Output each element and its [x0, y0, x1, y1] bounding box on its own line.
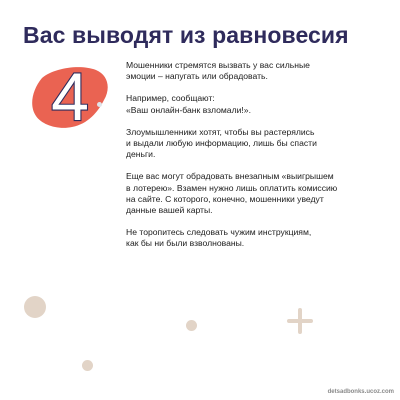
watermark: detsadbonks.ucoz.com [327, 389, 394, 395]
plus-icon [287, 308, 313, 334]
decor-dot-bottom [82, 360, 93, 371]
paragraph-emotions: Мошенники стремятся вызвать у вас сильные эмоции – напугать или обрадовать. [126, 60, 310, 82]
decor-dot-medium [186, 320, 197, 331]
paragraph-confusion: Злоумышленники хотят, чтобы вы растерялись и выдали любую информацию, лишь бы спасти деньги. [126, 126, 317, 160]
paragraph-lottery: Еще вас могут обрадовать внезапным «выигрышем в лотерею». Взамен нужно лишь оплатить комиссию на сайте. С которого, конечно, мошенники уведут данные вашей карты. [126, 171, 338, 216]
paragraph-example: Например, сообщают: «Ваш онлайн-банк взломали!». [126, 93, 251, 115]
paragraph-advice: Не торопитесь следовать чужим инструкциям, как бы ни были взволнованы. [126, 227, 312, 249]
content-text [126, 60, 386, 261]
step-number: 4 [51, 62, 89, 130]
step-number-badge [28, 62, 112, 130]
decor-dot-large [24, 296, 46, 318]
page-title: Вас выводят из равновесия [23, 22, 349, 48]
decor-dot-small [97, 102, 102, 107]
step-number-graphic [28, 62, 112, 130]
